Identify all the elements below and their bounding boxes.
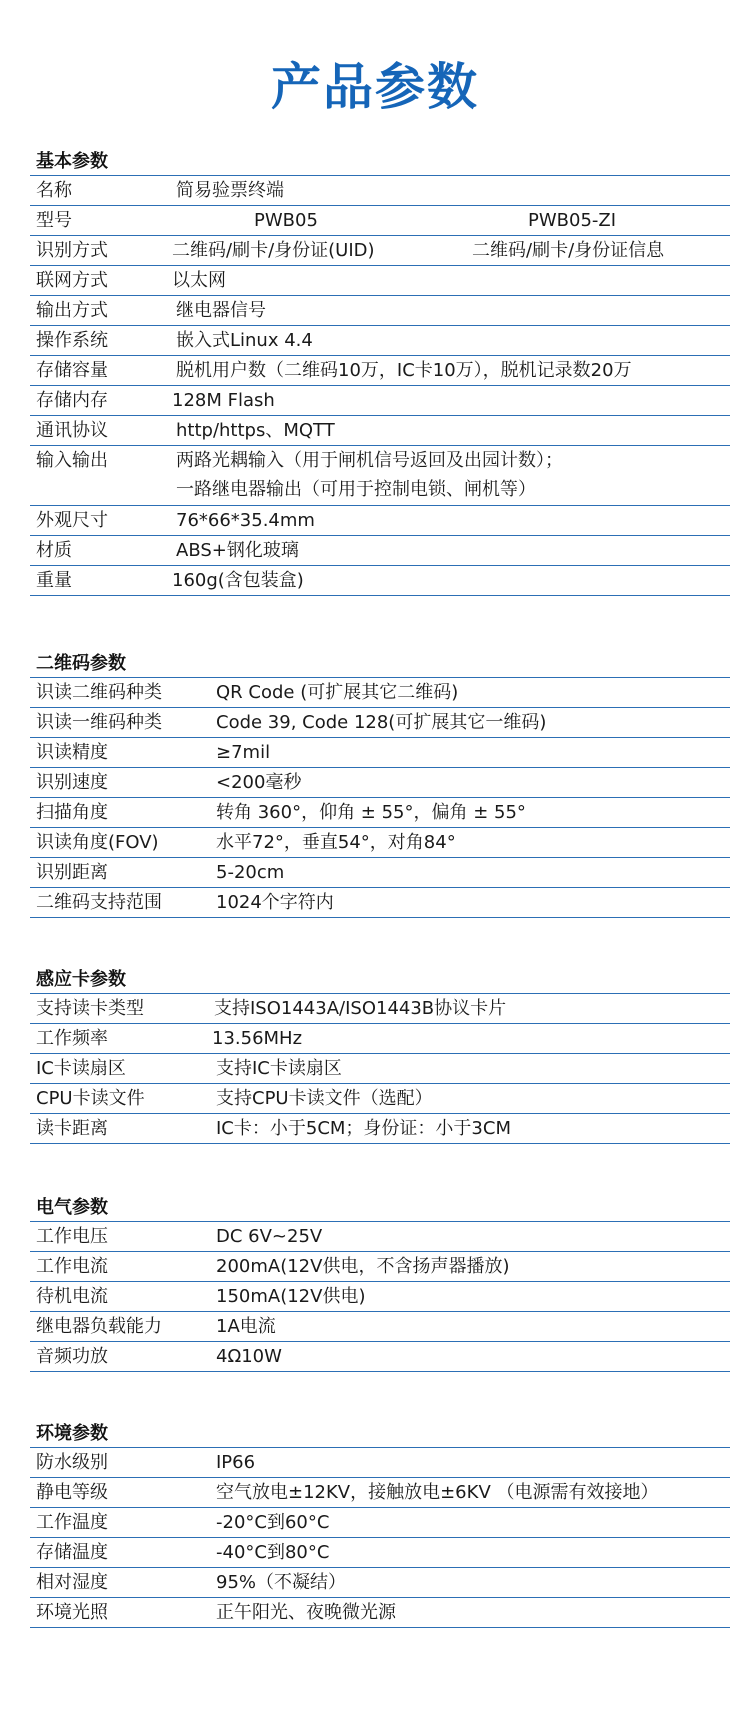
- row-label: 外观尺寸: [36, 510, 108, 531]
- row-value: 以太网: [172, 270, 226, 291]
- row-label: 输出方式: [36, 300, 108, 321]
- row-label: 输入输出: [36, 450, 108, 471]
- table-row: [30, 768, 730, 798]
- row-label: 识别速度: [36, 772, 108, 793]
- row-value: -40°C到80°C: [216, 1542, 330, 1563]
- table-row: [30, 1252, 730, 1282]
- page-title: 产品参数: [271, 58, 479, 116]
- row-label: 静电等级: [36, 1482, 108, 1503]
- table-row: [30, 1222, 730, 1252]
- row-value: ≥7mil: [216, 742, 271, 763]
- section-header: 二维码参数: [30, 650, 730, 678]
- row-value: DC 6V~25V: [216, 1226, 323, 1247]
- table-row: [30, 416, 730, 446]
- row-value: IP66: [216, 1452, 256, 1473]
- row-value: 160g(含包装盒): [172, 570, 304, 591]
- table-row: [30, 1024, 730, 1054]
- row-label: 存储温度: [36, 1542, 108, 1563]
- row-value: 200mA(12V供电，不含扬声器播放): [216, 1256, 510, 1277]
- table-row: [30, 1568, 730, 1598]
- table-row: [30, 738, 730, 768]
- row-label: 工作电压: [36, 1226, 108, 1247]
- row-label: 扫描角度: [36, 802, 108, 823]
- row-value: IC卡：小于5CM；身份证：小于3CM: [216, 1118, 511, 1139]
- table-row: [30, 296, 730, 326]
- row-label: 识读精度: [36, 742, 108, 763]
- table-row: [30, 386, 730, 416]
- table-row: [30, 206, 730, 236]
- row-value: QR Code (可扩展其它二维码): [216, 682, 459, 703]
- table-row: [30, 1508, 730, 1538]
- row-value: -20°C到60°C: [216, 1512, 330, 1533]
- section-header: 感应卡参数: [30, 966, 730, 994]
- row-value-model-1: PWB05: [254, 210, 318, 231]
- row-label: 识别距离: [36, 862, 108, 883]
- row-label: 音频功放: [36, 1346, 108, 1367]
- table-row: [30, 798, 730, 828]
- table-row: [30, 678, 730, 708]
- table-row: [30, 1538, 730, 1568]
- row-value: 继电器信号: [176, 300, 266, 321]
- row-label: 型号: [36, 210, 72, 231]
- row-label: 工作频率: [36, 1028, 108, 1049]
- row-value-model-1: 二维码/刷卡/身份证(UID): [172, 240, 375, 261]
- row-value: 150mA(12V供电): [216, 1286, 366, 1307]
- table-row: [30, 566, 730, 596]
- section-header: 环境参数: [30, 1420, 730, 1448]
- table-row: [30, 356, 730, 386]
- table-row: [30, 266, 730, 296]
- row-value: 转角 360°，仰角 ± 55°，偏角 ± 55°: [216, 802, 526, 823]
- row-value: 脱机用户数（二维码10万，IC卡10万），脱机记录数20万: [176, 360, 632, 381]
- row-label: 支持读卡类型: [36, 998, 144, 1019]
- table-row: [30, 708, 730, 738]
- row-value: 正午阳光、夜晚微光源: [216, 1602, 396, 1623]
- row-label: 识读角度(FOV): [36, 832, 159, 853]
- card-params-section: [30, 966, 730, 1144]
- basic-params-section: [30, 148, 730, 596]
- table-row: [30, 1282, 730, 1312]
- table-row: [30, 1598, 730, 1628]
- row-label: IC卡读扇区: [36, 1058, 126, 1079]
- row-label: 识读一维码种类: [36, 712, 162, 733]
- table-row: [30, 1084, 730, 1114]
- row-value: 128M Flash: [172, 390, 275, 411]
- row-value: 4Ω10W: [216, 1346, 282, 1367]
- row-value: 13.56MHz: [212, 1028, 303, 1049]
- row-value: Code 39, Code 128(可扩展其它一维码): [216, 712, 547, 733]
- row-label: 存储容量: [36, 360, 108, 381]
- table-row: [30, 888, 730, 918]
- qrcode-params-section: [30, 650, 730, 918]
- row-label: 存储内存: [36, 390, 108, 411]
- row-label: 工作电流: [36, 1256, 108, 1277]
- electric-params-section: [30, 1194, 730, 1372]
- row-label: 操作系统: [36, 330, 108, 351]
- row-label: 读卡距离: [36, 1118, 108, 1139]
- table-row: [30, 858, 730, 888]
- table-row: [30, 236, 730, 266]
- row-value: 支持IC卡读扇区: [216, 1058, 342, 1079]
- row-value: <200毫秒: [216, 772, 302, 793]
- table-row: [30, 1342, 730, 1372]
- row-label: 识读二维码种类: [36, 682, 162, 703]
- table-row: [30, 536, 730, 566]
- row-label: 相对湿度: [36, 1572, 108, 1593]
- table-row: [30, 1114, 730, 1144]
- table-row: [30, 176, 730, 206]
- row-value: 95%（不凝结）: [216, 1572, 347, 1593]
- row-label: 材质: [36, 540, 72, 561]
- section-header: 基本参数: [30, 148, 730, 176]
- row-value: [176, 446, 563, 504]
- row-value: 简易验票终端: [176, 180, 284, 201]
- table-row: [30, 446, 730, 506]
- table-row: [30, 1054, 730, 1084]
- row-label: 待机电流: [36, 1286, 108, 1307]
- row-value: http/https、MQTT: [176, 420, 335, 441]
- row-value-model-2: PWB05-ZI: [528, 210, 617, 231]
- row-value: 支持CPU卡读文件（选配）: [216, 1088, 433, 1109]
- row-label: 继电器负载能力: [36, 1316, 162, 1337]
- row-value: 支持ISO1443A/ISO1443B协议卡片: [214, 998, 507, 1019]
- row-label: 二维码支持范围: [36, 892, 162, 913]
- row-value: 5-20cm: [216, 862, 285, 883]
- row-label: 工作温度: [36, 1512, 108, 1533]
- table-row: [30, 1448, 730, 1478]
- row-value: 水平72°，垂直54°，对角84°: [216, 832, 456, 853]
- row-label: 联网方式: [36, 270, 108, 291]
- row-value: 1024个字符内: [216, 892, 334, 913]
- row-label: 重量: [36, 570, 72, 591]
- row-value-model-2: 二维码/刷卡/身份证信息: [472, 240, 665, 261]
- row-value-line-2: 一路继电器输出（可用于控制电锁、闸机等）: [176, 479, 536, 500]
- env-params-section: [30, 1420, 730, 1628]
- row-label: 防水级别: [36, 1452, 108, 1473]
- section-header: 电气参数: [30, 1194, 730, 1222]
- table-row: [30, 1312, 730, 1342]
- row-label: 通讯协议: [36, 420, 108, 441]
- table-row: [30, 326, 730, 356]
- table-row: [30, 828, 730, 858]
- row-value: 空气放电±12KV，接触放电±6KV （电源需有效接地）: [216, 1482, 659, 1503]
- table-row: [30, 506, 730, 536]
- row-value: 嵌入式Linux 4.4: [176, 330, 313, 351]
- row-value: 1A电流: [216, 1316, 276, 1337]
- row-label: CPU卡读文件: [36, 1088, 145, 1109]
- row-label: 名称: [36, 180, 72, 201]
- row-label: 识别方式: [36, 240, 108, 261]
- row-value-line-1: 两路光耦输入（用于闸机信号返回及出园计数）；: [176, 450, 563, 471]
- row-value: ABS+钢化玻璃: [176, 540, 299, 561]
- table-row: [30, 994, 730, 1024]
- row-label: 环境光照: [36, 1602, 108, 1623]
- table-row: [30, 1478, 730, 1508]
- row-value: 76*66*35.4mm: [176, 510, 315, 531]
